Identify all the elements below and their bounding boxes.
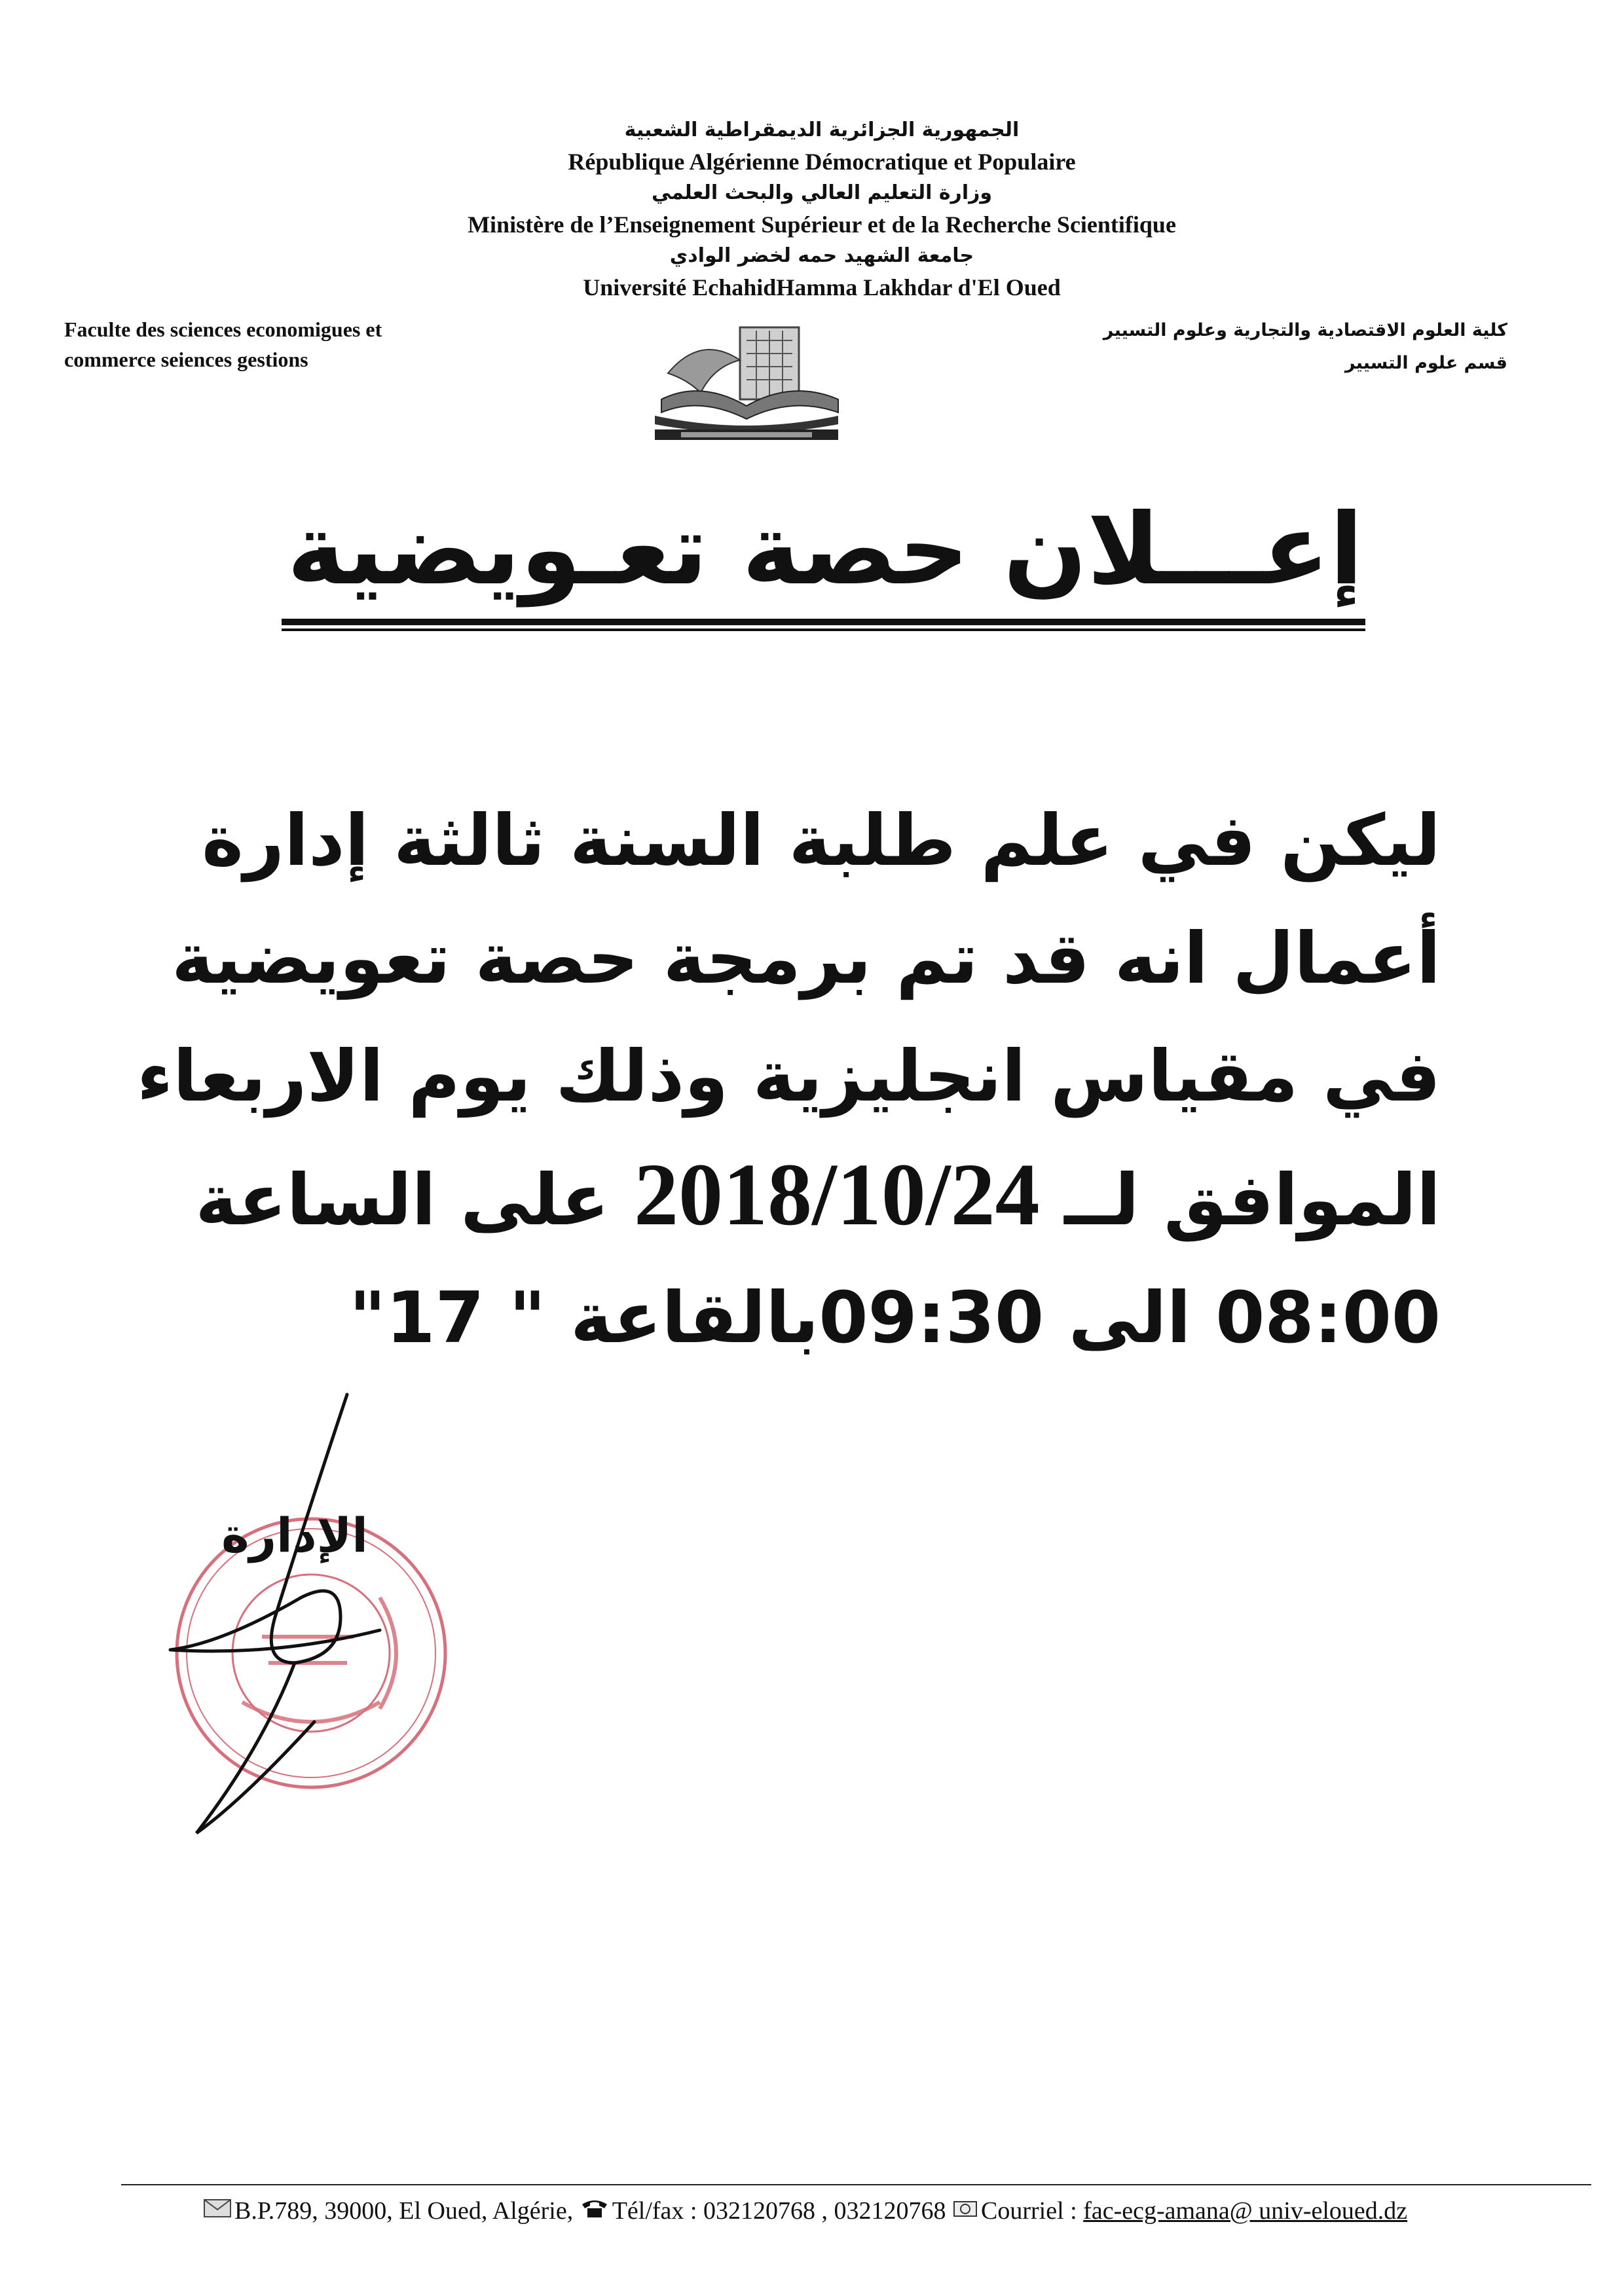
footer-email (952, 2197, 1407, 2225)
body-line-5: 08:00 الى 09:30بالقاعة " 17" (349, 1277, 1441, 1359)
session-date: 2018/10/24 (634, 1146, 1040, 1244)
body-line-3: في مقياس انجليزية وذلك يوم الاربعاء (136, 1036, 1441, 1118)
faculty-name-fr (64, 314, 470, 374)
footer-address (203, 2197, 580, 2225)
telephone-icon (580, 2198, 610, 2219)
email-icon (952, 2198, 978, 2219)
footer-email-link[interactable]: fac-ecg-amana@ univ-eloued.dz (1083, 2197, 1408, 2225)
footer-address-text: B.P.789, 39000, El Oued, Algérie, (234, 2197, 574, 2225)
body-line-1: ليكن في علم طلبة السنة ثالثة إدارة (202, 800, 1441, 882)
envelope-icon (203, 2198, 232, 2219)
footer-email-label: Courriel : (980, 2197, 1084, 2225)
footer-divider (121, 2184, 1591, 2185)
body-line-4 (190, 1136, 1441, 1260)
announcement-title: إعـــلان حصة تعـويضية (287, 493, 1363, 607)
body-line-4-pre: الموافق لــ (1064, 1159, 1441, 1241)
administration-label: الإدارة (221, 1508, 368, 1563)
university-logo-icon (642, 321, 851, 445)
title-underline (282, 619, 1365, 625)
header-republic-ar: الجمهورية الجزائرية الديمقراطية الشعبية (624, 118, 1020, 141)
body-line-4-post: على الساعة (195, 1159, 610, 1241)
signature-icon (144, 1381, 458, 1853)
header-ministry-fr: Ministère de l’Enseignement Supérieur et de la Recherche Scientifique (468, 211, 1176, 238)
header-ministry-ar: وزارة التعليم العالي والبحث العلمي (651, 181, 993, 204)
faculty-name-ar (1010, 314, 1507, 380)
announcement-body (136, 782, 1441, 1377)
faculty-fr-line2: commerce seiences gestions (64, 348, 308, 371)
header (0, 115, 1624, 303)
footer-phone-text: Tél/fax : 032120768 , 032120768 (612, 2197, 946, 2225)
title-underline-thin (282, 629, 1365, 631)
department-ar: قسم علوم التسيير (1344, 353, 1507, 373)
faculty-ar-line1: كلية العلوم الاقتصادية والتجارية وعلوم التسيير (1103, 320, 1507, 340)
header-university-ar: جامعة الشهيد حمه لخضر الوادي (669, 244, 974, 267)
header-university-fr: Université EchahidHamma Lakhdar d'El Oued (583, 274, 1061, 301)
footer-phone (580, 2197, 952, 2225)
header-republic-fr: République Algérienne Démocratique et Populaire (568, 149, 1076, 175)
body-line-2: أعمال انه قد تم برمجة حصة تعويضية (172, 918, 1441, 1000)
footer (203, 2195, 1447, 2227)
faculty-fr-line1: Faculte des sciences economigues et (64, 318, 382, 341)
